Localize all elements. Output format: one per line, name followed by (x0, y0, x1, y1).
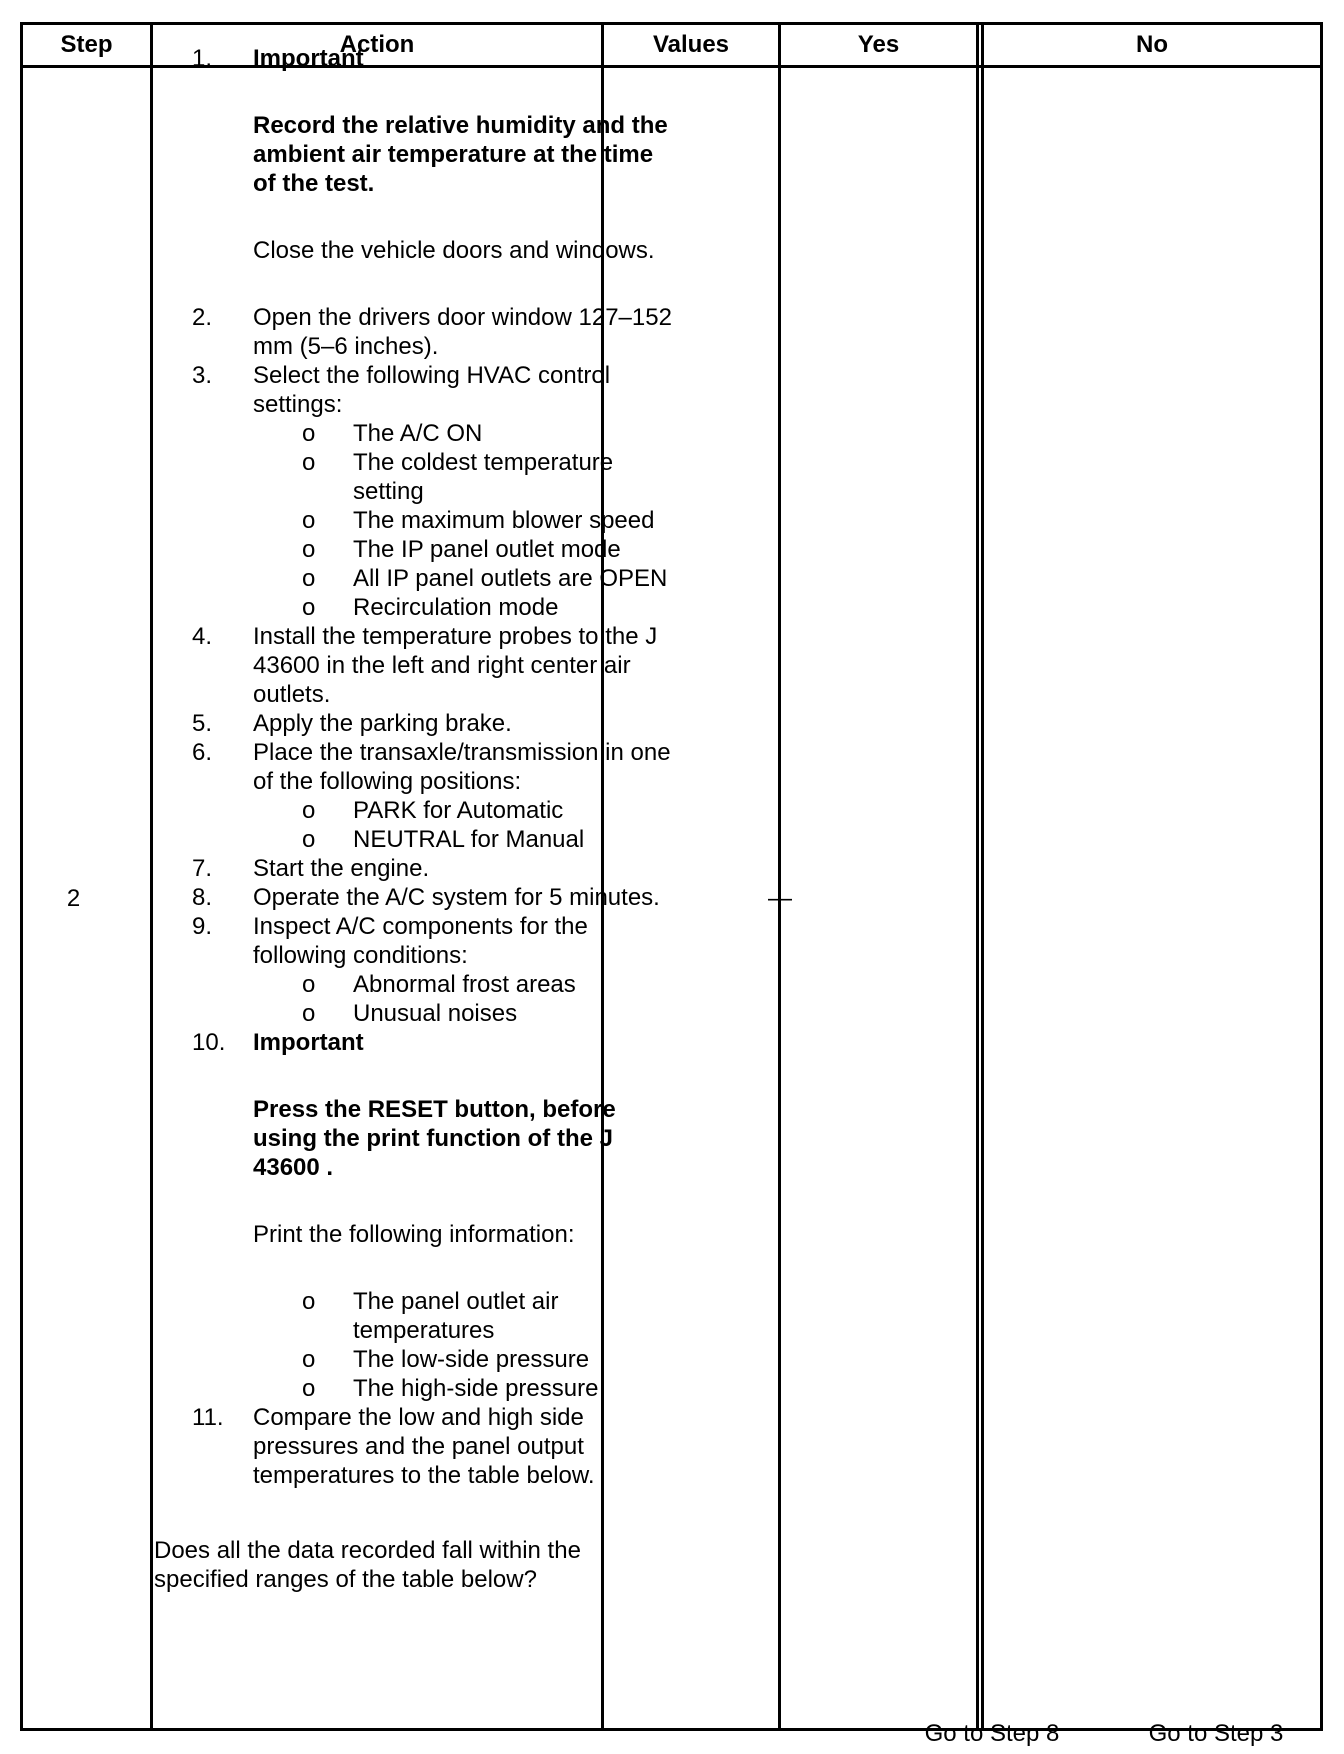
sub-item: o The coldest temperature setting (302, 449, 614, 505)
list-item (150, 738, 680, 796)
header-yes: Yes (857, 31, 900, 58)
step-number: 2 (66, 885, 81, 912)
sub-item: o The maximum blower speed (302, 507, 655, 534)
bullet-icon: o (302, 971, 316, 998)
values-cell: — (768, 885, 792, 912)
item-number: 9. (192, 913, 213, 940)
item-number: 6. (192, 739, 213, 766)
item-number: 5. (192, 710, 213, 737)
item-text: Place the transaxle/transmission in one of the following positions: (253, 739, 671, 795)
bullet-icon: o (302, 1288, 316, 1315)
item-number: 10. (192, 1029, 226, 1056)
list-item (150, 1403, 680, 1490)
item-text: Compare the low and high side pressures and the panel output temperatures to the table below. (253, 1404, 595, 1489)
item-number: 4. (192, 623, 213, 650)
important-label: Important (253, 45, 364, 72)
important-note: Press the RESET button, before using the print function of the J 43600 . (253, 1096, 616, 1181)
list-item (150, 883, 680, 912)
column-divider (976, 25, 979, 1728)
item-text: Close the vehicle doors and windows. (253, 237, 655, 264)
bullet-icon: o (302, 797, 316, 824)
sub-item: o The IP panel outlet mode (302, 536, 621, 563)
sub-item: o The high-side pressure (302, 1375, 599, 1402)
sub-item: o PARK for Automatic (302, 797, 564, 824)
bullet-icon: o (302, 536, 316, 563)
item-text: Apply the parking brake. (253, 710, 512, 737)
bullet-icon: o (302, 565, 316, 592)
sub-item: o All IP panel outlets are OPEN (302, 565, 668, 592)
header-values: Values (652, 31, 730, 58)
item-number: 7. (192, 855, 213, 882)
item-number: 3. (192, 362, 213, 389)
header-step: Step (60, 31, 113, 58)
bullet-icon: o (302, 420, 316, 447)
sub-item: o The low-side pressure (302, 1346, 590, 1373)
item-text: Select the following HVAC control settings: (253, 362, 611, 418)
yes-link[interactable]: Go to Step 8 (924, 1720, 1060, 1747)
bullet-icon: o (302, 507, 316, 534)
list-item (150, 622, 680, 709)
bullet-icon: o (302, 449, 316, 476)
item-number: 8. (192, 884, 213, 911)
bullet-icon: o (302, 1375, 316, 1402)
item-text: Inspect A/C components for the following conditions: (253, 913, 588, 969)
item-number: 11. (192, 1404, 224, 1431)
list-item (150, 1028, 680, 1287)
list-item (150, 854, 680, 883)
bullet-icon: o (302, 594, 316, 621)
important-label: Important (253, 1029, 364, 1056)
item-number: 2. (192, 304, 213, 331)
sub-item: o The A/C ON (302, 420, 483, 447)
list-item (150, 303, 680, 361)
item-text: Install the temperature probes to the J 43600 in the left and right center air outlets. (253, 623, 658, 708)
action-cell (150, 44, 680, 1594)
item-text: Open the drivers door window 127–152 mm (5–6 inches). (253, 304, 672, 360)
list-item (150, 361, 680, 419)
question-text: Does all the data recorded fall within the specified ranges of the table below? (154, 1537, 581, 1593)
bullet-icon: o (302, 1000, 316, 1027)
item-text: Start the engine. (253, 855, 430, 882)
item-text: Operate the A/C system for 5 minutes. (253, 884, 660, 911)
sub-item: o Abnormal frost areas (302, 971, 576, 998)
list-item (150, 912, 680, 970)
list-item (150, 44, 680, 303)
bullet-icon: o (302, 1346, 316, 1373)
sub-item: o Unusual noises (302, 1000, 518, 1027)
list-item (150, 709, 680, 738)
sub-item: o NEUTRAL for Manual (302, 826, 585, 853)
bullet-icon: o (302, 826, 316, 853)
important-note: Record the relative humidity and the ambient air temperature at the time of the test. (253, 112, 668, 197)
sub-item: o Recirculation mode (302, 594, 559, 621)
header-no: No (1136, 31, 1168, 58)
header-action: Action (339, 31, 415, 58)
sub-item: o The panel outlet air temperatures (302, 1288, 559, 1344)
column-divider (981, 25, 984, 1728)
item-text: Print the following information: (253, 1221, 575, 1248)
item-number: 1. (192, 45, 213, 72)
no-link[interactable]: Go to Step 3 (1148, 1720, 1284, 1747)
